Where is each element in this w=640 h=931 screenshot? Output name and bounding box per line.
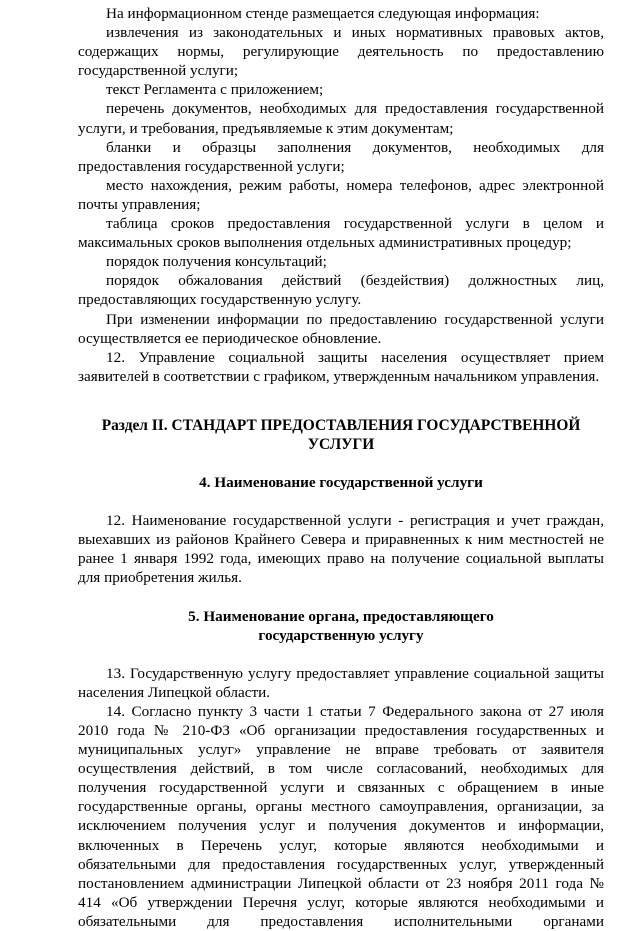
paragraph-12-reception: 12. Управление социальной защиты населения осуществляет прием заявителей в соответствии с графиком, утвержденным начальником управления.	[78, 348, 604, 385]
paragraph-list-item-appeals: порядок обжалования действий (бездействия) должностных лиц, предоставляющих государственную услугу.	[78, 272, 604, 309]
paragraph-12-service-name: 12. Наименование государственной услуги - регистрация и учет граждан, выехавших из районов Крайнего Севера и приравненных к ним местностей не ранее 1 января 1992 года, имеющих право на получение социальной выплаты для приобретения жилья.	[78, 512, 604, 587]
paragraph-list-item-consultations: порядок получения консультаций;	[106, 253, 327, 271]
paragraph-list-item-documents-list: перечень документов, необходимых для предоставления государственной услуги, и требования, предъявляемые к этим документам;	[78, 100, 604, 137]
paragraph-list-item-regulation-text: текст Регламента с приложением;	[106, 81, 324, 99]
paragraph-list-item-deadlines-table: таблица сроков предоставления государственной услуги в целом и максимальных сроков выполнения отдельных административных процедур;	[78, 215, 604, 252]
subsection-5-title-line-2: государственную услугу	[258, 626, 424, 644]
paragraph-list-item-location: место нахождения, режим работы, номера телефонов, адрес электронной почты управления;	[78, 176, 604, 213]
paragraph-list-item-law-extracts: извлечения из законодательных и иных нормативных правовых актов, содержащих нормы, регулирующие деятельность по предоставлению государственной услуги;	[78, 24, 604, 80]
paragraph-info-stand-intro: На информационном стенде размещается следующая информация:	[106, 5, 540, 22]
paragraph-14-requirements: 14. Согласно пункту 3 части 1 статьи 7 Федерального закона от 27 июля 2010 года № 210-ФЗ «Об организации предоставления государственных и муниципальных услуг» управление не вправе требовать от заявителя осуществления действий, в том числе согласований, необходимых для получения государственной услуги и связанных с обращением в иные государственные органы, органы местного самоуправления, организации, за исключением получения услуг и получения документов и информации, включенных в Перечень услуг, которые являются необходимыми и обязательными для предоставления государственных услуг, утвержденный постановлением администрации Липецкой области от 23 ноября 2011 года № 414 «Об утверждении Перечня услуг, которые являются необходимыми и обязательными для предоставления исполнительными органами	[78, 702, 604, 930]
subsection-4-title: 4. Наименование государственной услуги	[199, 474, 483, 492]
subsection-5-title-line-1: 5. Наименование органа, предоставляющего	[188, 607, 494, 625]
section-title-line-1: Раздел II. СТАНДАРТ ПРЕДОСТАВЛЕНИЯ ГОСУДАРСТВЕННОЙ	[101, 416, 581, 434]
section-title-line-2: УСЛУГИ	[307, 435, 375, 453]
paragraph-list-item-forms: бланки и образцы заполнения документов, необходимых для предоставления государственной услуги;	[78, 138, 604, 175]
paragraph-13-provider: 13. Государственную услугу предоставляет управление социальной защиты населения Липецкой области.	[78, 664, 604, 701]
paragraph-info-update: При изменении информации по предоставлению государственной услуги осуществляется ее периодическое обновление.	[78, 310, 604, 347]
subsection-5-title	[78, 607, 604, 645]
section-title	[78, 416, 604, 454]
